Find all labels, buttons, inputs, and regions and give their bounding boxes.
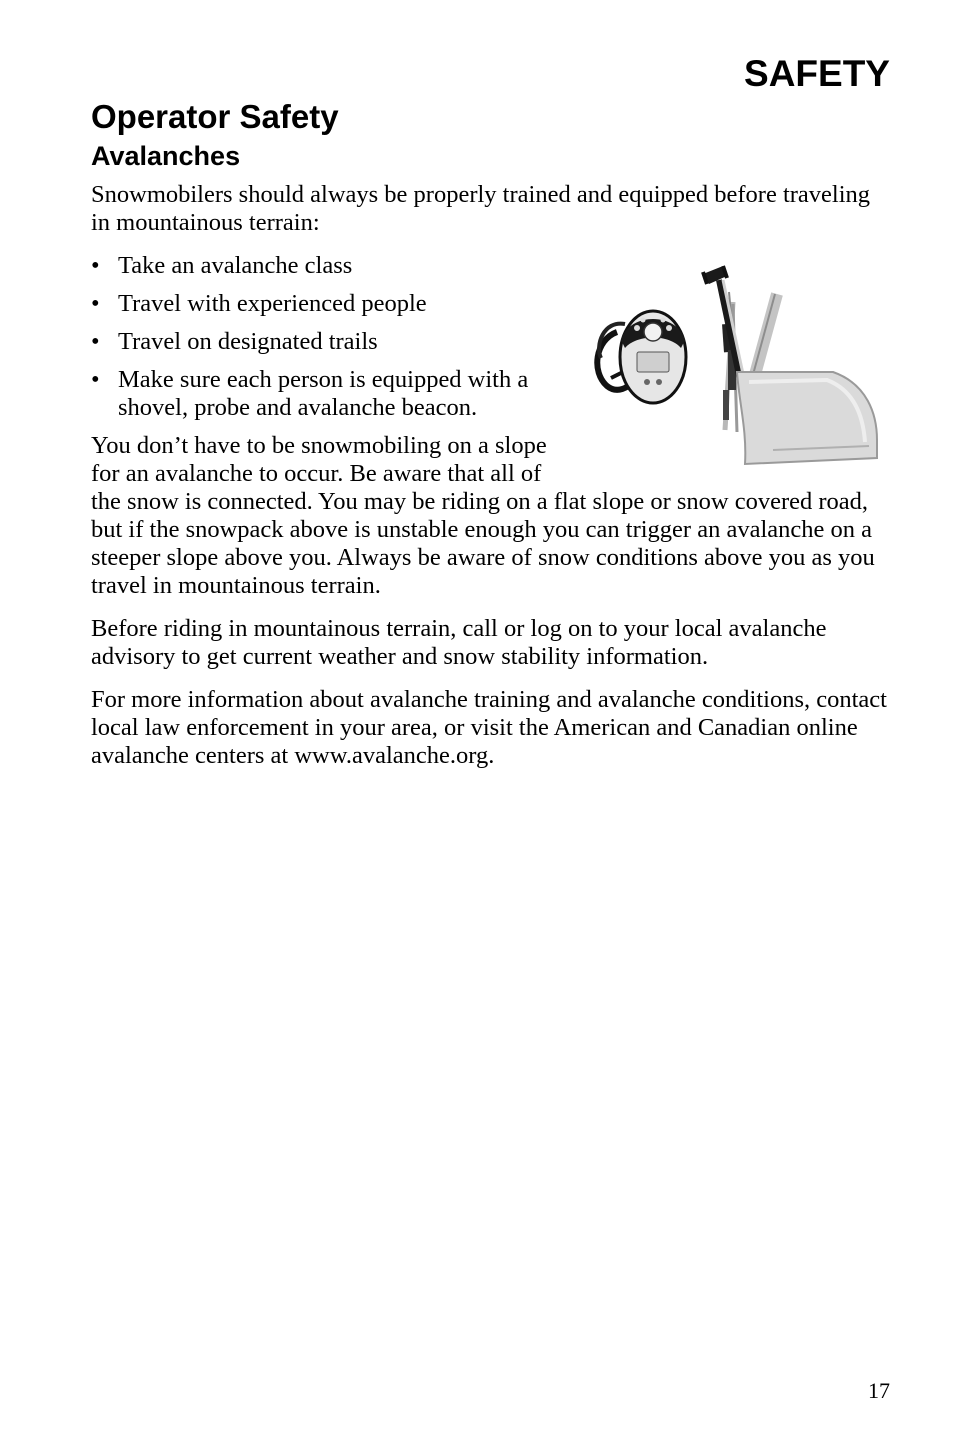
bullet-icon: • <box>91 328 100 355</box>
avalanche-equipment-illustration <box>577 254 899 480</box>
page-heading: Operator Safety <box>91 98 339 135</box>
body-paragraph: You don’t have to be snowmobiling on a slope for an avalanche to occur. Be aware that all of the snow is connected. You may be riding on a flat slope or snow covered road, but if the snowpack above is unstable enough you can trigger an avalanche on a steeper slope above you. Always be aware of snow conditions above you as you travel in mountainous terrain. <box>91 432 875 599</box>
list-item-text: Travel with experienced people <box>118 290 427 317</box>
equipment-bullet-list <box>91 252 541 422</box>
section-title: SAFETY <box>744 53 890 94</box>
body-paragraph: Before riding in mountainous terrain, call or log on to your local avalanche advisory to get current weather and snow stability information. <box>91 615 827 670</box>
avalanche-equipment-figure <box>577 254 899 480</box>
page-number: 17 <box>868 1378 890 1403</box>
list-item-text: Take an avalanche class <box>118 252 353 279</box>
body-text <box>91 181 891 785</box>
bullet-icon: • <box>91 252 100 279</box>
bullet-icon: • <box>91 366 100 393</box>
list-item <box>91 366 541 422</box>
body-paragraph: For more information about avalanche training and avalanche conditions, contact local law enforcement in your area, or visit the American and Canadian online avalanche centers at www.avalanche.org. <box>91 686 887 769</box>
list-item-text: Travel on designated trails <box>118 328 378 355</box>
list-item-text: Make sure each person is equipped with a shovel, probe and avalanche beacon. <box>118 366 529 421</box>
list-item <box>91 290 541 318</box>
list-item <box>91 252 541 280</box>
list-item <box>91 328 541 356</box>
bullet-icon: • <box>91 290 100 317</box>
intro-paragraph: Snowmobilers should always be properly trained and equipped before traveling in mountainous terrain: <box>91 181 871 236</box>
subheading: Avalanches <box>91 141 241 171</box>
